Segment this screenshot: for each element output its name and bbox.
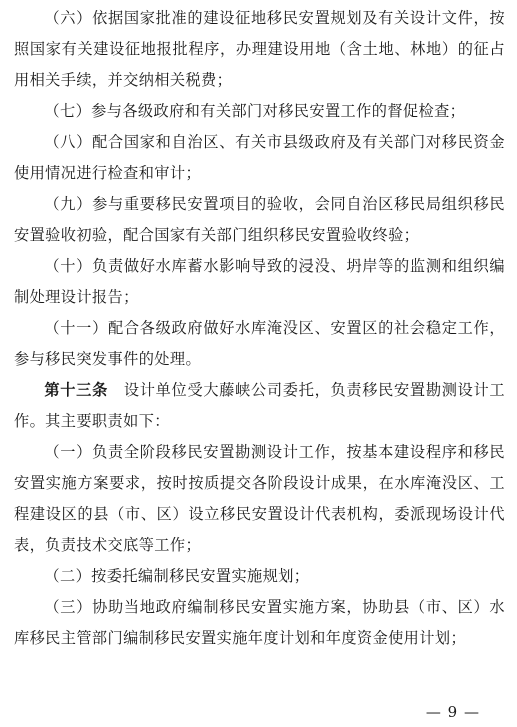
article-13-heading: 第十三条 [44, 381, 108, 399]
paragraph-item-8: （八）配合国家和自治区、有关市县级政府及有关部门对移民资金使用情况进行检查和审计； [14, 133, 505, 182]
page-number: — 9 — [425, 703, 480, 721]
paragraph-item-11: （十一）配合各级政府做好水库淹没区、安置区的社会稳定工作，参与移民突发事件的处理。 [14, 319, 505, 368]
paragraph-item-6: （六）依据国家批准的建设征地移民安置规划及有关设计文件，按照国家有关建设征地报批程序，办理建设用地（含土地、林地）的征占用相关手续，并交纳相关税费； [14, 9, 505, 89]
paragraph-item-9: （九）参与重要移民安置项目的验收，会同自治区移民局组织移民安置验收初验，配合国家有关部门组织移民安置验收终验； [14, 195, 505, 244]
article-13-paragraph [14, 375, 505, 437]
document-body [14, 3, 505, 654]
paragraph-duty-2: （二）按委托编制移民安置实施规划； [44, 567, 310, 585]
paragraph-duty-3: （三）协助当地政府编制移民安置实施方案，协助县（市、区）水库移民主管部门编制移民安置实施年度计划和年度资金使用计划； [14, 598, 505, 647]
paragraph-duty-1: （一）负责全阶段移民安置勘测设计工作，按基本建设程序和移民安置实施方案要求，按时按质提交各阶段设计成果，在水库淹没区、工程建设区的县（市、区）设立移民安置设计代表机构，委派现场设计代表，负责技术交底等工作； [14, 443, 505, 554]
paragraph-item-7: （七）参与各级政府和有关部门对移民安置工作的督促检查； [44, 102, 466, 120]
article-13-text: 设计单位受大藤峡公司委托，负责移民安置勘测设计工作。其主要职责如下： [14, 381, 505, 430]
paragraph-item-10: （十）负责做好水库蓄水影响导致的浸没、坍岸等的监测和组织编制处理设计报告； [14, 257, 505, 306]
